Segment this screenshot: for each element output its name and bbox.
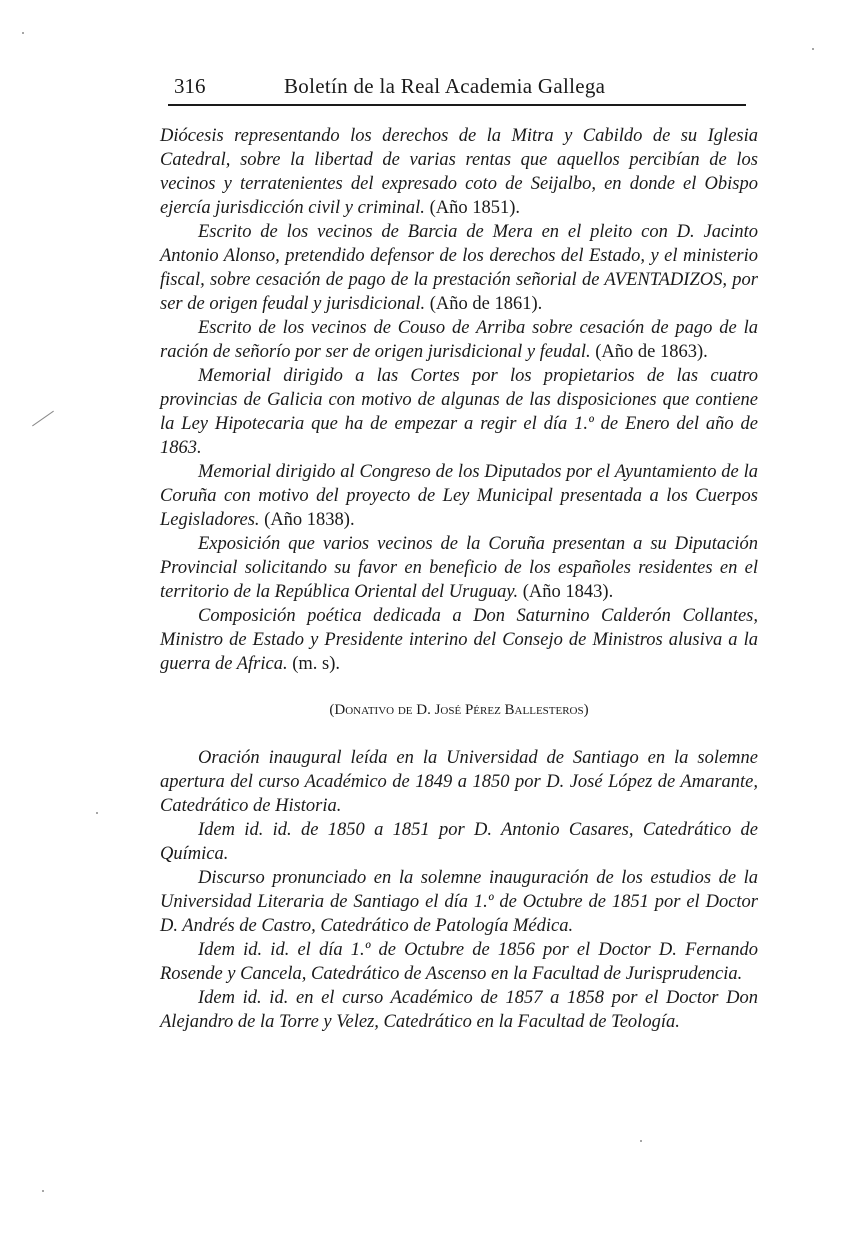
list-item bbox=[160, 938, 758, 986]
entry-year: (Año 1843). bbox=[522, 582, 614, 602]
list-item bbox=[160, 986, 758, 1034]
entry-title: Idem id. id. en el curso Académico de 1857 a 1858 por el Doctor Don Alejandro de la Torre y Velez, Catedrático en la Facultad de Teología. bbox=[160, 988, 758, 1032]
list-item bbox=[160, 220, 758, 316]
list-item bbox=[160, 460, 758, 532]
list-item bbox=[160, 124, 758, 220]
page-number: 316 bbox=[174, 74, 206, 98]
entry-title: Memorial dirigido al Congreso de los Diputados por el Ayuntamiento de la Coruña con motivo del proyecto de Ley Municipal presentada a los Cuerpos Legisladores. bbox=[160, 462, 758, 530]
entry-title: Composición poética dedicada a Don Saturnino Calderón Collantes, Ministro de Estado y Presidente interino del Consejo de Ministros alusiva a la guerra de Africa. bbox=[160, 606, 758, 674]
list-item bbox=[160, 532, 758, 604]
entry-year: (Año 1838). bbox=[264, 510, 355, 530]
document-list-2 bbox=[160, 746, 758, 1034]
entry-title: Escrito de los vecinos de Barcia de Mera en el pleito con D. Jacinto Antonio Alonso, pretendido defensor de los derechos del Estado, y el ministerio fiscal, sobre cesación de pago de la prestación señorial de AVENTADIZOS, por ser de origen feudal y jurisdicional. bbox=[160, 222, 758, 314]
list-item bbox=[160, 604, 758, 676]
entry-year: (Año de 1863). bbox=[595, 342, 708, 362]
journal-title: Boletín de la Real Academia Gallega bbox=[284, 74, 606, 98]
entry-title: Escrito de los vecinos de Couso de Arriba sobre cesación de pago de la ración de señorío por ser de origen jurisdicional y feudal. bbox=[160, 318, 758, 362]
document-list-1 bbox=[160, 124, 758, 676]
list-item bbox=[160, 746, 758, 818]
entry-title: Exposición que varios vecinos de la Coruña presentan a su Diputación Provincial solicitando su favor en beneficio de los españoles residentes en el territorio de la República Oriental del Uruguay. bbox=[160, 534, 758, 602]
running-header bbox=[168, 74, 750, 104]
scan-speck bbox=[32, 411, 54, 427]
list-item bbox=[160, 818, 758, 866]
list-item bbox=[160, 364, 758, 460]
list-item bbox=[160, 866, 758, 938]
entry-title: Idem id. id. el día 1.º de Octubre de 1856 por el Doctor D. Fernando Rosende y Cancela, Catedrático de Ascenso en la Facultad de Jurisprudencia. bbox=[160, 940, 758, 984]
scan-speck bbox=[22, 32, 24, 34]
header-rule bbox=[168, 104, 746, 106]
entry-title: Diócesis representando los derechos de la Mitra y Cabildo de su Iglesia Catedral, sobre la libertad de varias rentas que aquellos percibían de los vecinos y terratenientes del expresado coto de Seijalbo, en donde el Obispo ejercía jurisdicción civil y criminal. bbox=[160, 126, 758, 218]
entry-title: Oración inaugural leída en la Universidad de Santiago en la solemne apertura del curso Académico de 1849 a 1850 por D. José López de Amarante, Catedrático de Historia. bbox=[160, 748, 758, 816]
entry-year: (Año de 1861). bbox=[429, 294, 543, 314]
entry-title: Idem id. id. de 1850 a 1851 por D. Antonio Casares, Catedrático de Química. bbox=[160, 820, 758, 864]
donor-line: (Donativo de D. José Pérez Ballesteros) bbox=[329, 702, 589, 718]
entry-title: Discurso pronunciado en la solemne inauguración de los estudios de la Universidad Literaria de Santiago el día 1.º de Octubre de 1851 por el Doctor D. Andrés de Castro, Catedrático de Patología Médica. bbox=[160, 868, 758, 936]
scan-speck bbox=[96, 812, 98, 814]
page-body bbox=[160, 124, 758, 1034]
scan-speck bbox=[42, 1190, 44, 1192]
entry-year: (m. s). bbox=[292, 654, 341, 674]
list-item bbox=[160, 316, 758, 364]
scan-speck bbox=[812, 48, 814, 50]
entry-year: (Año 1851). bbox=[429, 198, 520, 218]
scan-speck bbox=[640, 1140, 642, 1142]
entry-title: Memorial dirigido a las Cortes por los propietarios de las cuatro provincias de Galicia con motivo de algunas de las disposiciones que contiene la Ley Hipotecaria que ha de empezar a regir el día 1.º de Enero del año de 1863. bbox=[160, 366, 758, 458]
